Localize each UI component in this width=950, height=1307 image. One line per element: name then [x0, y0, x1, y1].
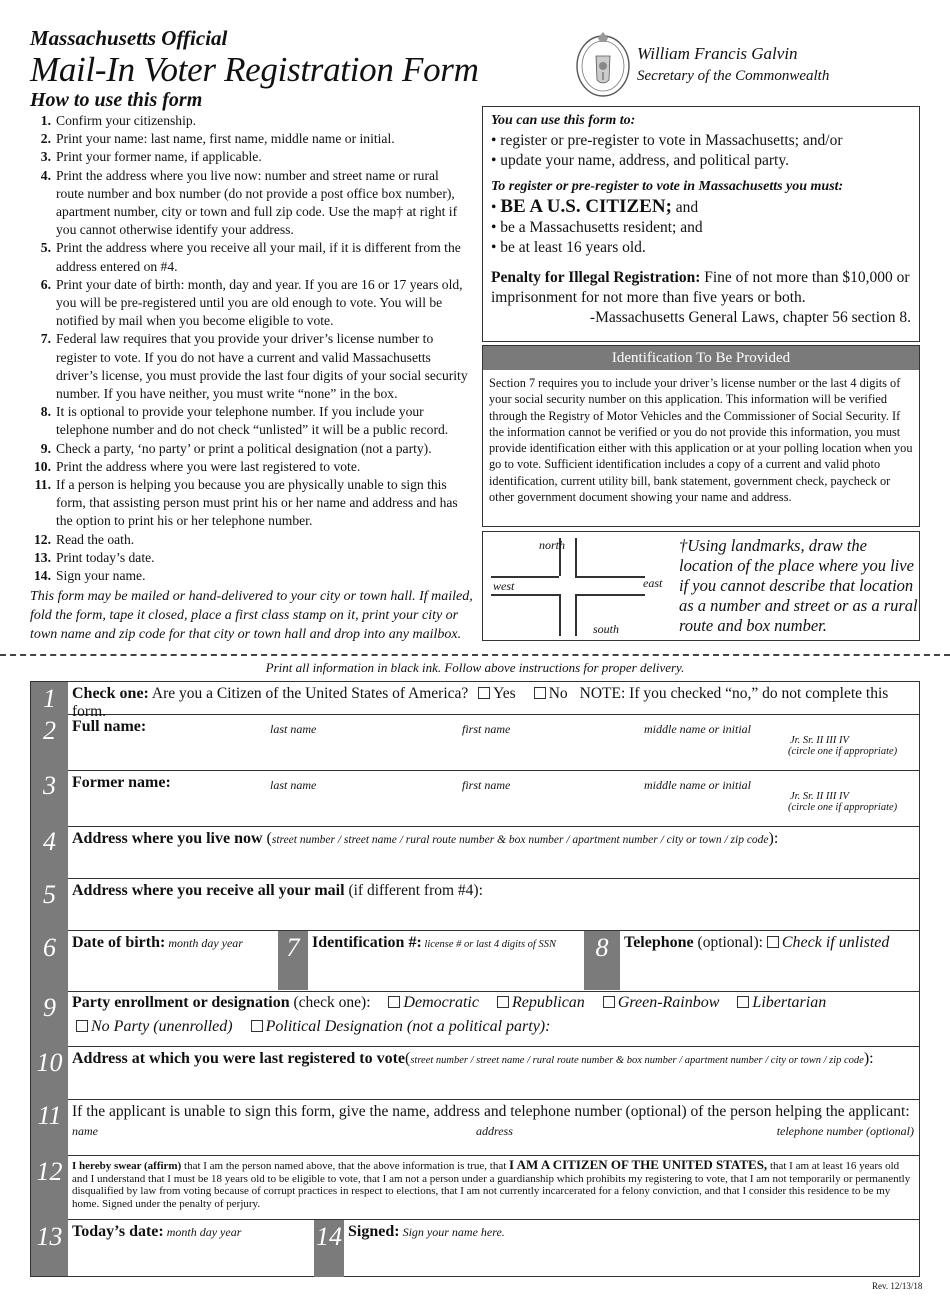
oath-text: I hereby swear (affirm) that I am the person named above, that the above information is true, that I AM A CITIZEN OF THE UNITED STATES, that I am at least 16 years old and I understand that I must be 18 years old to be eligible to vote, that I am not a person under a guardianship which prohibits my registering to vote, that I am not temporarily or permanently disqualified by law from voting because of corrupt practices in respect to elections, that I am not currently incarcerated for a felony conviction, and that I consider this residence to be my home. Signed under the penalty of perjury.: [68, 1156, 920, 1220]
state-seal-icon: [574, 28, 632, 100]
identification-box: [482, 345, 920, 527]
assistant-field[interactable]: If the applicant is unable to sign this form, give the name, address and telephone number (optional) of the person helping the applicant: name address telephone number (optional): [68, 1100, 920, 1156]
map-west-label: west: [493, 579, 515, 593]
date-of-birth-field[interactable]: Date of birth: month day year: [72, 934, 243, 951]
map-south-label: south: [593, 622, 620, 636]
law-citation: -Massachusetts General Laws, chapter 56 section 8.: [589, 309, 911, 326]
penalty-text: Penalty for Illegal Registration: Fine of not more than $10,000 or imprisonment for not more than five years or both.: [491, 269, 910, 306]
secretary-name: William Francis Galvin: [637, 44, 798, 63]
requirement-age: • be at least 16 years old.: [491, 239, 646, 256]
last-registration-address-field[interactable]: Address at which you were last registered to vote(street number / street name / rural route number & box number / apartment number / city or town / zip code):: [68, 1047, 920, 1100]
mailing-address-field[interactable]: Address where you receive all your mail (if different from #4):: [68, 879, 920, 931]
citizenship-row: Check one: Are you a Citizen of the United States of America? Yes No NOTE: If you checked “no,” do not complete this form.: [68, 682, 920, 715]
instruction-item: 14. Sign your name.: [34, 568, 146, 584]
requirement-citizen: • BE A U.S. CITIZEN; and: [491, 196, 699, 217]
former-name-field[interactable]: Former name: last name first name middle name or initial Jr. Sr. II III IV (circle one if appropriate): [68, 771, 920, 827]
citizenship-note: NOTE: If you checked “no,” do not complete this form.: [72, 685, 889, 720]
section-number: 1: [43, 684, 56, 713]
registration-form: [30, 681, 920, 1277]
section-number: 9: [43, 993, 56, 1022]
mailing-note: This form may be mailed or hand-delivered to your city or town hall. If mailed, fold the form, tape it closed, place a first class stamp on it, print your city or town name and zip code for that city or town hall and drop into any mailbox.: [30, 589, 473, 642]
landmark-map-box[interactable]: [482, 531, 920, 641]
howto-heading: How to use this form: [30, 89, 203, 111]
dob-id-phone-row: [68, 931, 920, 992]
identification-number-field[interactable]: Identification #: license # or last 4 digits of SSN: [312, 934, 556, 951]
form-official-label: Massachusetts Official: [30, 26, 228, 50]
citizen-yes-checkbox[interactable]: [478, 687, 490, 699]
section-number: 14: [314, 1220, 344, 1277]
instruction-item: 1. Confirm your citizenship.: [40, 113, 197, 128]
section-number: 12: [36, 1157, 63, 1186]
identification-text: Section 7 requires you to include your driver’s license number or the last 4 digits of your social security number on this application. This information will be verified through the Registry of Motor Vehicles and the Commissioner of Social Security. If the information cannot be verified or you do not provide this information, you must provide identification either with this application or at your polling location when you go to vote. Sufficient identification includes a copy of a current and valid photo identification, current utility bill, bank statement, government check, paycheck or other government document showing your name and address.: [489, 376, 913, 505]
section-number: 7: [278, 931, 308, 990]
instruction-item: 10. Print the address where you were last registered to vote.: [34, 458, 361, 474]
party-libertarian-checkbox[interactable]: [737, 996, 749, 1008]
todays-date-field[interactable]: Today’s date: month day year: [72, 1223, 242, 1240]
use-heading: You can use this form to:: [491, 113, 636, 128]
map-east-label: east: [643, 576, 663, 590]
unlisted-checkbox[interactable]: [767, 936, 779, 948]
residence-address-field[interactable]: Address where you live now (street number / street name / rural route number & box number / apartment number / city or town / zip code):: [68, 827, 920, 879]
instruction-item: 5. Print the address where you receive all your mail, if it is different from the address entered on #4.: [40, 240, 461, 274]
telephone-field[interactable]: Telephone (optional): Check if unlisted: [624, 934, 890, 951]
revision-date: Rev. 12/13/18: [872, 1281, 923, 1291]
section-number: 2: [43, 716, 56, 745]
section-number: 5: [43, 880, 56, 909]
instruction-item: 2. Print your name: last name, first name, middle name or initial.: [40, 131, 395, 147]
instruction-item: 13. Print today’s date.: [34, 549, 155, 565]
no-party-checkbox[interactable]: [76, 1020, 88, 1032]
requirement-resident: • be a Massachusetts resident; and: [491, 219, 703, 236]
instruction-item: 7. Federal law requires that you provide your driver’s license number to register to vote. If you do not have a current and valid Massachusetts driver’s license, you must provide the last four digits of your social security number. If you have neither, you must write “none” in the box.: [40, 331, 468, 402]
print-instruction: Print all information in black ink. Follow above instructions for proper delivery.: [265, 660, 685, 675]
cut-line: [0, 654, 950, 656]
use-item: • register or pre-register to vote in Massachusetts; and/or: [491, 132, 843, 149]
page-title: Mail-In Voter Registration Form: [30, 50, 479, 89]
map-instruction: †Using landmarks, draw the location of the place where you live if you cannot describe that location as a number and street or as a rural route and box number.: [679, 536, 918, 635]
section-number: 13: [36, 1222, 63, 1251]
instruction-item: 12. Read the oath.: [34, 531, 135, 547]
instruction-item: 4. Print the address where you live now: number and street name or rural route number and box number (do not provide a post office box number), apartment number, city or town and full zip code. Use the map† at right if you cannot otherwise identify your address.: [40, 167, 458, 238]
full-name-field[interactable]: Full name: last name first name middle name or initial Jr. Sr. II III IV (circle one if appropriate): [68, 715, 920, 771]
political-designation-checkbox[interactable]: [251, 1020, 263, 1032]
signature-field[interactable]: Signed: Sign your name here.: [348, 1223, 505, 1240]
party-green-rainbow-checkbox[interactable]: [603, 996, 615, 1008]
instruction-item: 9. Check a party, ‘no party’ or print a political designation (not a party).: [40, 440, 432, 456]
identification-title: Identification To Be Provided: [483, 346, 919, 370]
citizen-no-checkbox[interactable]: [534, 687, 546, 699]
requirement-heading: To register or pre-register to vote in Massachusetts you must:: [491, 179, 844, 194]
section-number: 3: [43, 771, 56, 800]
section-number: 11: [37, 1101, 62, 1130]
section-number: 6: [43, 933, 56, 962]
map-north-label: north: [539, 538, 566, 552]
instruction-list: [30, 112, 470, 585]
secretary-title: Secretary of the Commonwealth: [637, 68, 830, 84]
use-item: • update your name, address, and political party.: [491, 152, 789, 169]
instruction-item: 6. Print your date of birth: month, day and year. If you are 16 or 17 years old, you will be pre-registered until you are old enough to vote. You will be notified by mail when you become eligible to vote.: [40, 276, 463, 329]
instruction-item: 3. Print your former name, if applicable.: [40, 149, 262, 165]
party-democratic-checkbox[interactable]: [388, 996, 400, 1008]
instruction-item: 11. If a person is helping you because you are physically unable to sign this form, that assisting person must print his or her name and address and has the option to print his or her telephone number.: [34, 477, 458, 529]
party-republican-checkbox[interactable]: [497, 996, 509, 1008]
section-number: 8: [584, 931, 620, 990]
section-number: 10: [36, 1048, 63, 1077]
instruction-item: 8. It is optional to provide your telephone number. If you include your telephone number and do not check “unlisted” it will be a public record.: [40, 404, 449, 438]
section-number: 4: [43, 827, 56, 856]
eligibility-box: [482, 106, 920, 342]
party-row: Party enrollment or designation (check one): Democratic Republican Green-Rainbow Libertarian No Party (unenrolled) Political Designation (not a political party):: [68, 992, 920, 1047]
date-signature-row: [68, 1220, 920, 1277]
